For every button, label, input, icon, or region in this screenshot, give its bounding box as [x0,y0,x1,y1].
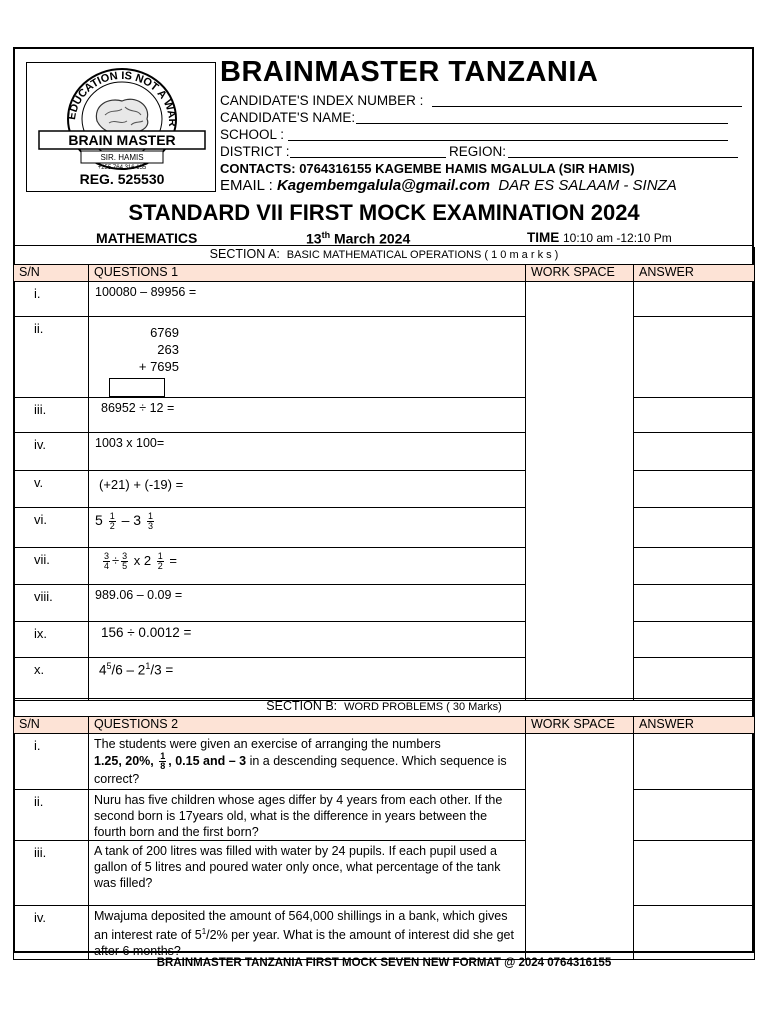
candidate-name-label: CANDIDATE'S NAME: [220,110,356,125]
work-space-cell[interactable] [526,282,634,701]
numerator: 1 [109,511,115,521]
problem-text-part: in a descending sequence. Which sequence is correct? [94,753,507,786]
answer-cell[interactable] [634,508,755,548]
col-questions-header: QUESTIONS 1 [89,265,526,282]
date-day: 13 [306,230,322,247]
question-number: iii. [14,841,89,906]
question-number: i. [14,282,89,317]
col-workspace-header: WORK SPACE [526,265,634,282]
question-row [14,548,755,585]
district-line [290,157,446,158]
answer-cell[interactable] [634,841,755,906]
word-problem-text [89,906,526,960]
question-number: ii. [14,790,89,841]
registration-number: REG. 525530 [79,171,165,187]
section-b-header-row [14,717,755,734]
col-workspace-header: WORK SPACE [526,717,634,734]
addition-stack [95,320,525,397]
question-row [14,622,755,658]
question-text: 1003 x 100= [89,433,526,471]
section-b-title-row [14,699,755,717]
answer-cell[interactable] [634,317,755,398]
fraction [121,552,128,571]
numerator: 1 [147,511,153,521]
question-row [14,317,755,398]
answer-cell[interactable] [634,906,755,960]
question-text: 100080 – 89956 = [89,282,526,317]
time-label: TIME [527,230,563,245]
col-answer-header: ANSWER [634,265,755,282]
question-mixed-fractions [89,658,526,701]
email-label: EMAIL : [220,177,277,194]
section-b-table [13,698,755,960]
question-number: iv. [14,906,89,960]
question-number: x. [14,658,89,701]
addend-3: + 7695 [138,359,179,374]
question-number: i. [14,734,89,790]
answer-cell[interactable] [634,433,755,471]
section-a-table [13,247,755,701]
question-number: viii. [14,585,89,622]
page-footer: BRAINMASTER TANZANIA FIRST MOCK SEVEN NEW FORMAT @ 2024 0764316155 [156,957,612,969]
question-mixed-fractions [89,508,526,548]
fraction [159,752,166,771]
word-problem-text: Nuru has five children whose ages differ by 4 years from each other. If the second born is 17years old, what is the difference in years between the fourth born and the first born? [89,790,526,841]
denominator: 8 [160,761,166,771]
operator: ÷ [112,552,120,568]
answer-cell[interactable] [634,585,755,622]
problem-text-part: The students were given an exercise of arranging the numbers [94,737,441,751]
operator: – 3 [121,512,142,529]
numerator: 5 [106,661,112,671]
district-label: DISTRICT : [220,144,290,159]
answer-cell[interactable] [634,790,755,841]
word-problem-text: A tank of 200 litres was filled with water by 24 pupils. If each pupil used a gallon of 5 litres and poured water only once, what percentage of the tank was filled? [89,841,526,906]
date-suffix: th [321,230,331,240]
section-b-title: WORD PROBLEMS ( 30 Marks) [344,701,502,713]
question-addition [89,317,526,398]
question-fractions [89,548,526,585]
question-row [14,658,755,701]
denominator: /6 [111,662,123,678]
email-address: Kagembemgalula@gmail.com [276,177,490,194]
whole-1: 4 [99,662,107,678]
numerator: 3 [104,551,110,561]
region-label: REGION: [449,144,507,159]
col-answer-header: ANSWER [634,717,755,734]
operator: – 2 [122,662,146,678]
numerator: 3 [122,551,128,561]
email-line [220,177,677,194]
question-number: iv. [14,433,89,471]
col-sn-header: S/N [14,265,89,282]
section-a-header-row [14,265,755,282]
equals: = [161,662,174,678]
question-text: 156 ÷ 0.0012 = [89,622,526,658]
index-number-label: CANDIDATE'S INDEX NUMBER : [220,93,424,108]
fraction [109,512,116,531]
location: DAR ES SALAAM - SINZA [498,177,677,194]
section-b-prefix: SECTION B: [266,699,338,713]
problem-text-part: Mwajuma deposited the amount of 564,000 shillings in a bank, which gives an interest rate of 5 [94,909,508,943]
logo-box [26,62,216,192]
date-rest: March 2024 [330,230,411,247]
question-number: iii. [14,398,89,433]
fraction [157,552,164,571]
answer-cell[interactable] [634,471,755,508]
problem-numbers: , 0.15 and – 3 [168,753,247,768]
question-number: vi. [14,508,89,548]
section-a-title: BASIC MATHEMATICAL OPERATIONS ( 1 0 m a r k s ) [286,249,559,261]
problem-text-part: /2% per year. What is the amount of interest did she get after 6 months? [94,928,514,959]
word-problem-row [14,841,755,906]
problem-numbers: 1.25, 20%, [94,753,158,768]
whole-1: 5 [95,512,103,529]
work-space-cell[interactable] [526,734,634,960]
subject: MATHEMATICS [96,230,198,246]
word-problem-row [14,790,755,841]
denominator: 5 [122,561,128,571]
col-sn-header: S/N [14,717,89,734]
logo-phone: +255 764 316 155 [97,165,147,171]
question-number: ii. [14,317,89,398]
fraction [103,552,110,571]
col-questions-header: QUESTIONS 2 [89,717,526,734]
answer-cell[interactable] [634,548,755,585]
school-label: SCHOOL : [220,127,285,142]
answer-cell[interactable] [634,398,755,433]
brain-master-logo [27,63,217,173]
answer-cell[interactable] [634,658,755,701]
question-row [14,398,755,433]
question-row [14,433,755,471]
question-number: ix. [14,622,89,658]
header-divider [13,245,754,246]
logo-name: BRAIN MASTER [68,132,176,148]
section-a-prefix: SECTION A: [209,247,280,261]
addend-1: 6769 [150,325,179,340]
question-text: (+21) + (-19) = [89,471,526,508]
contacts: CONTACTS: 0764316155 KAGEMBE HAMIS MGALULA (SIR HAMIS) [220,161,635,176]
answer-cell[interactable] [634,734,755,790]
question-row [14,585,755,622]
question-row [14,471,755,508]
operator: x 2 [133,552,152,568]
word-problem-row [14,734,755,790]
word-problem-row [14,906,755,960]
exam-time [527,230,672,245]
denominator: 2 [157,561,163,571]
index-number-line [432,106,742,107]
candidate-name-line [356,123,728,124]
addend-2: 263 [157,342,179,357]
question-number: v. [14,471,89,508]
logo-sub: SIR. HAMIS [100,153,144,162]
question-text: 86952 ÷ 12 = [89,398,526,433]
school-line [288,140,728,141]
numerator: 1 [160,751,166,761]
addition-answer-box[interactable] [109,378,165,397]
denominator: 3 [147,521,153,531]
answer-cell[interactable] [634,282,755,317]
org-title: BRAINMASTER TANZANIA [220,56,599,88]
time-value: 10:10 am -12:10 Pm [563,231,672,245]
question-row [14,508,755,548]
question-number: vii. [14,548,89,585]
question-row [14,282,755,317]
denominator: 4 [104,561,110,571]
denominator: 2 [109,521,115,531]
numerator: 1 [157,551,163,561]
logo-ring-text: EDUCATION IS NOT A WAR [66,69,179,127]
region-line [508,157,738,158]
answer-cell[interactable] [634,622,755,658]
equals: = [169,552,177,568]
section-a-title-row [14,247,755,265]
word-problem-text [89,734,526,790]
question-text: 989.06 – 0.09 = [89,585,526,622]
superscript: 1 [201,927,207,936]
denominator: /3 [150,662,162,678]
numerator: 1 [145,661,151,671]
fraction [147,512,154,531]
exam-title: STANDARD VII FIRST MOCK EXAMINATION 2024 [128,200,640,225]
